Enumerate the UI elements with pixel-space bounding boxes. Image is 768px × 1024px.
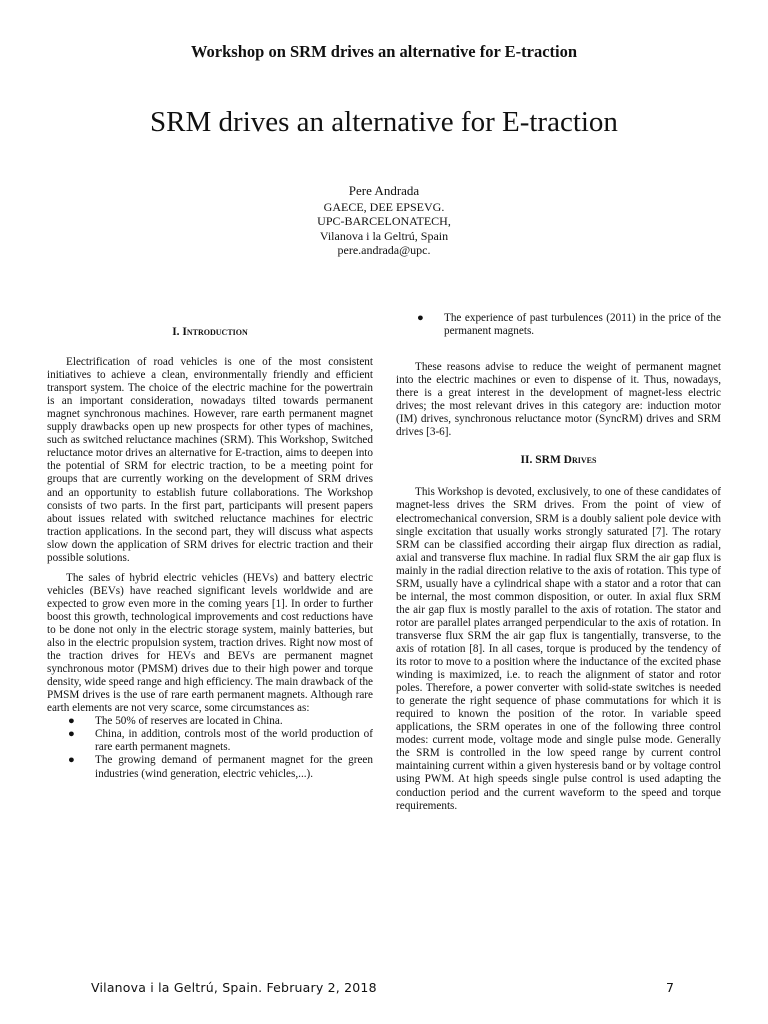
list-item: ● China, in addition, controls most of the world production of rare earth permanent magnets.	[68, 728, 373, 754]
section-heading-srm-drives: II. SRM Drives	[520, 454, 597, 467]
paper-title: SRM drives an alternative for E-traction	[150, 106, 618, 138]
srm-paragraph: This Workshop is devoted, exclusively, to one of these candidates of magnet-less drives the SRM drives. From the point of view of electromechanical conversion, SRM is a doubly salient pole device with single excitation that usually works strongly saturated [7]. The rotary SRM can be classified according their airgap flux direction as radial, axial and transverse flux machine. In radial flux SRM the air gap flux is mainly in the radial direction relative to the axis of rotation. This type of SRM, usually have a cylindrical shape with a stator and a rotor that can be internal, the most common disposition, or outer. In axial flux SRM the air gap flux is mostly parallel to the axis of rotation. The stator and rotor are parallel plates arranged perpendicular to the axis of rotation. In transverse flux SRM the air gap flux is tangentially, transverse, to the axis of rotation [8]. In all cases, torque is produced by the tendency of its rotor to move to a position where the inductance of the excited phase winding is maximized, i.e. to reach the alignment of stator and rotor poles. Therefore, a power converter with solid-state switches is needed to generate the right sequence of phase commutations for which it is required to known the position of the rotor. In variable speed applications, the SRM operates in one of the following three control modes: current mode, voltage mode and single pulse mode. Generally the SRM is controlled in the low speed range by current control maintaining current within a given hysteresis band or by voltage control using PWM. At high speeds single pulse control is used adapting the conduction period and the current waveform to the speed and torque requirements.	[396, 486, 721, 812]
bullet-icon: ●	[417, 312, 424, 324]
left-column	[47, 312, 373, 781]
bullet-list-continued	[396, 312, 721, 338]
section-heading-introduction: I. Introduction	[172, 326, 248, 338]
bullet-icon: ●	[68, 728, 75, 741]
author-email: pere.andrada@upc.	[337, 243, 431, 257]
footer-page-number: 7	[666, 980, 674, 995]
affiliation-line: GAECE, DEE EPSEVG.	[323, 199, 445, 214]
affiliation-line: Vilanova i la Geltrú, Spain	[319, 228, 449, 243]
intro-paragraph: Electrification of road vehicles is one of the most consistent initiatives to achieve a clean, environmentally friendly and efficient transport system. The choice of the electric machine for the powertrain is an important consideration, nowadays tilted towards permanent magnet synchronous machines. However, rare earth permanent magnet supply drawbacks open up new prospects for other types of machines, such as switched reluctance machines (SRM). This Workshop, Switched reluctance motor drives an alternative for E-traction, aims to deepen into the potential of SRM for electric traction, to be a meeting point for groups that are currently working on the development of SRM drives and an opportunity to establish future collaborations. The Workshop consists of two parts. In the first part, participants will present papers about issues related with switched reluctance machines for electric traction applications. In the second part, they will discuss what aspects slow down the application of SRM drives for electric traction and their possible solutions.	[47, 356, 373, 564]
intro-paragraph: The sales of hybrid electric vehicles (HEVs) and battery electric vehicles (BEVs) have reached significant levels worldwide and are expected to grow even more in the coming years [1]. In order to further boost this growth, technological improvements and cost reductions have to be done not only in the electric storage system, mainly batteries, but also in the electric propulsion system, traction drives. Right now most of the traction drives for HEVs and BEVs are permanent magnet synchronous motor (PMSM) drives due to their high power and torque density, wide speed range and high efficiency. The main drawback of the PMSM drives is the use of rare earth permanent magnets. Although rare earth elements are not very scarce, some circumstances as:	[47, 571, 373, 715]
bullet-icon: ●	[68, 754, 75, 767]
intro-continuation-paragraph: These reasons advise to reduce the weight of permanent magnet into the electric machines or even to dispense of it. Thus, nowadays, there is a great interest in the development of magnet-less electric drives; the most relevant drives in this category are: induction motor (IM) drives, synchronous reluctance motor (SyncRM) drives and SRM drives [3-6].	[396, 361, 721, 439]
right-column	[396, 312, 721, 813]
affiliation-line: UPC-BARCELONATECH,	[317, 214, 451, 228]
bullet-list	[47, 715, 373, 780]
running-header: Workshop on SRM drives an alternative for E-traction	[190, 42, 578, 61]
author-name: Pere Andrada	[348, 183, 420, 198]
footer-location-date: Vilanova i la Geltrú, Spain. February 2, 2018	[91, 980, 377, 995]
list-item: ● The 50% of reserves are located in China.	[68, 715, 283, 728]
bullet-icon: ●	[68, 715, 75, 728]
list-item: ● The experience of past turbulences (2011) in the price of the permanent magnets.	[417, 312, 721, 338]
author-block	[0, 184, 768, 258]
list-item: ● The growing demand of permanent magnet for the green industries (wind generation, electric vehicles,...).	[68, 754, 373, 780]
